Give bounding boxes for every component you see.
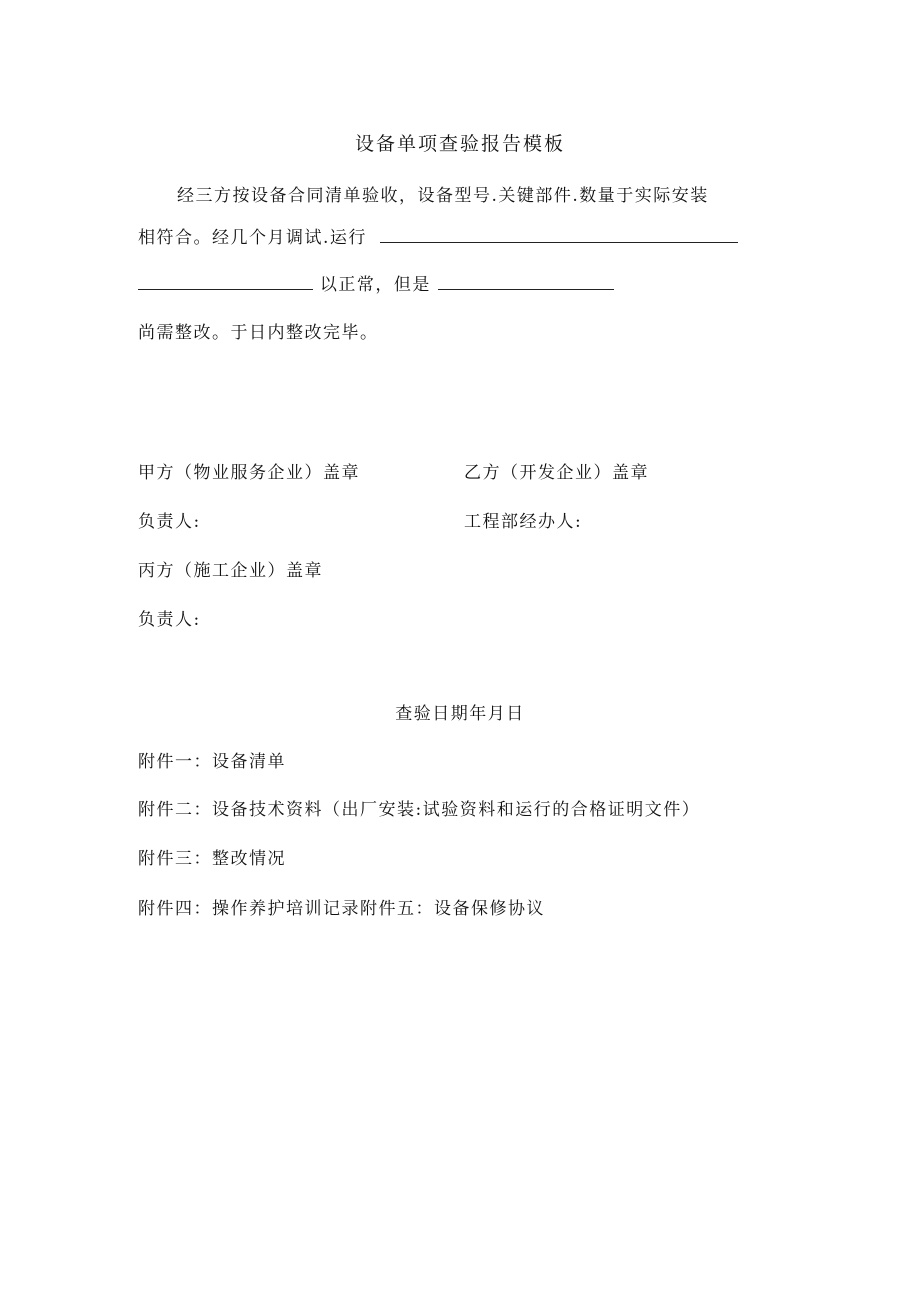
issue-fill-blank [438,273,614,290]
attachment-1: 附件一：设备清单 [138,752,286,772]
body-line-2-text: 相符合。经几个月调试.运行 [138,228,367,248]
party-c-seal: 丙方（施工企业）盖章 [138,561,323,581]
status-fill-blank [138,273,313,290]
attachment-2: 附件二：设备技术资料（出厂安装:试验资料和运行的合格证明文件） [138,800,701,820]
body-paragraph-line-4: 尚需整改。于日内整改完毕。 [138,323,379,343]
party-b-seal: 乙方（开发企业）盖章 [464,463,649,483]
party-b-engineering-agent: 工程部经办人: [464,512,583,532]
attachment-3: 附件三：整改情况 [138,849,286,869]
body-paragraph-line-2 [138,226,738,249]
body-paragraph-line-3 [138,273,614,296]
party-a-responsible-person: 负责人: [138,512,201,532]
party-a-seal: 甲方（物业服务企业）盖章 [138,463,360,483]
body-paragraph-line-1: 经三方按设备合同清单验收，设备型号.关键部件.数量于实际安装 [177,186,709,206]
attachment-4-5: 附件四：操作养护培训记录附件五：设备保修协议 [138,899,545,919]
operation-fill-blank [380,226,738,243]
document-title: 设备单项查验报告模板 [354,133,565,155]
party-c-responsible-person: 负责人: [138,610,201,630]
body-line-3-text: 以正常，但是 [319,275,431,295]
inspection-date: 查验日期年月日 [395,704,525,724]
